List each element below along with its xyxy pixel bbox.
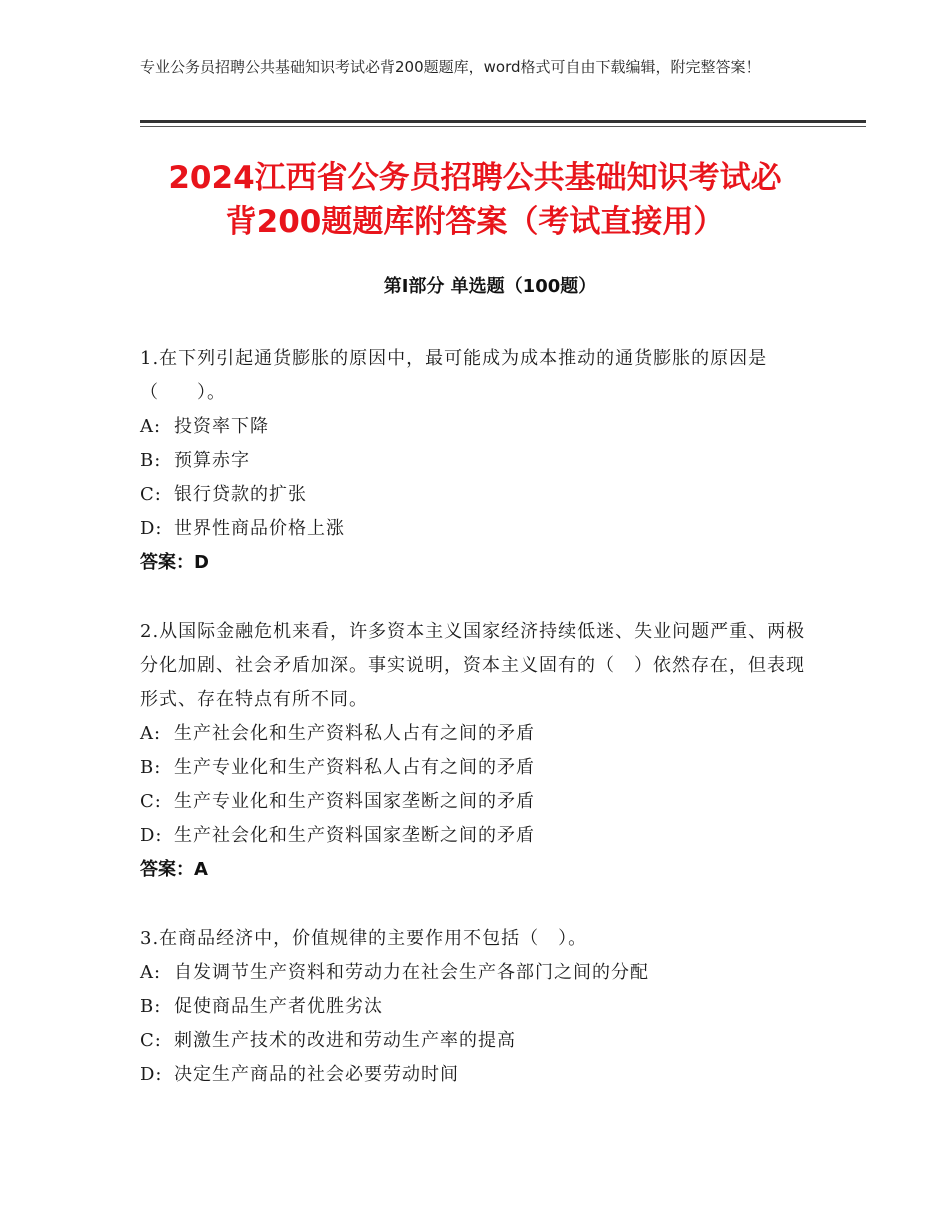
header-divider-thin [140,126,866,127]
option-letter: B: [140,996,162,1017]
title-line-2: 背200题题库附答案（考试直接用） [225,204,725,240]
option-letter: D: [140,1064,163,1085]
option-b [140,751,820,785]
section-heading: 第I部分 单选题（100题） [383,276,597,297]
header-divider-thick [140,120,866,123]
question-list [140,342,820,1127]
option-a [140,956,820,990]
option-letter: A: [140,416,162,437]
option-letter: D: [140,518,163,539]
answer-value: A [194,859,208,880]
option-letter: D: [140,825,163,846]
option-text: 生产专业化和生产资料国家垄断之间的矛盾 [174,791,535,812]
question-stem: 1.在下列引起通货膨胀的原因中，最可能成为成本推动的通货膨胀的原因是（ ）。 [140,348,768,403]
answer-label: 答案： [140,859,194,880]
option-c [140,1024,820,1058]
option-text: 生产社会化和生产资料国家垄断之间的矛盾 [174,825,535,846]
title-line-1: 2024江西省公务员招聘公共基础知识考试必 [168,160,782,196]
option-text: 自发调节生产资料和劳动力在社会生产各部门之间的分配 [174,962,649,983]
answer-label: 答案： [140,552,194,573]
option-letter: A: [140,962,162,983]
option-letter: C: [140,791,162,812]
option-text: 生产专业化和生产资料私人占有之间的矛盾 [174,757,535,778]
option-text: 刺激生产技术的改进和劳动生产率的提高 [174,1030,516,1051]
option-d [140,819,820,853]
option-letter: B: [140,450,162,471]
option-d [140,512,820,546]
header-note: 专业公务员招聘公共基础知识考试必背200题题库，word格式可自由下载编辑，附完整答案！ [140,58,761,76]
answer-line [140,853,820,887]
answer-line [140,546,820,580]
option-c [140,478,820,512]
option-b [140,990,820,1024]
option-text: 投资率下降 [174,416,269,437]
answer-value: D [194,552,209,573]
option-letter: C: [140,484,162,505]
option-text: 促使商品生产者优胜劣汰 [174,996,383,1017]
option-b [140,444,820,478]
option-text: 决定生产商品的社会必要劳动时间 [174,1064,459,1085]
option-text: 银行贷款的扩张 [174,484,307,505]
option-a [140,717,820,751]
question-3 [140,922,820,1092]
option-c [140,785,820,819]
question-stem: 2.从国际金融危机来看，许多资本主义国家经济持续低迷、失业问题严重、两极分化加剧、社会矛盾加深。事实说明，资本主义固有的（ ）依然存在，但表现形式、存在特点有所不同。 [140,621,806,710]
document-title [100,156,850,244]
option-a [140,410,820,444]
question-stem: 3.在商品经济中，价值规律的主要作用不包括（ ）。 [140,928,588,949]
option-d [140,1058,820,1092]
option-letter: A: [140,723,162,744]
option-text: 预算赤字 [174,450,250,471]
option-text: 生产社会化和生产资料私人占有之间的矛盾 [174,723,535,744]
option-letter: C: [140,1030,162,1051]
option-text: 世界性商品价格上涨 [174,518,345,539]
option-letter: B: [140,757,162,778]
question-1 [140,342,820,580]
question-2 [140,615,820,887]
